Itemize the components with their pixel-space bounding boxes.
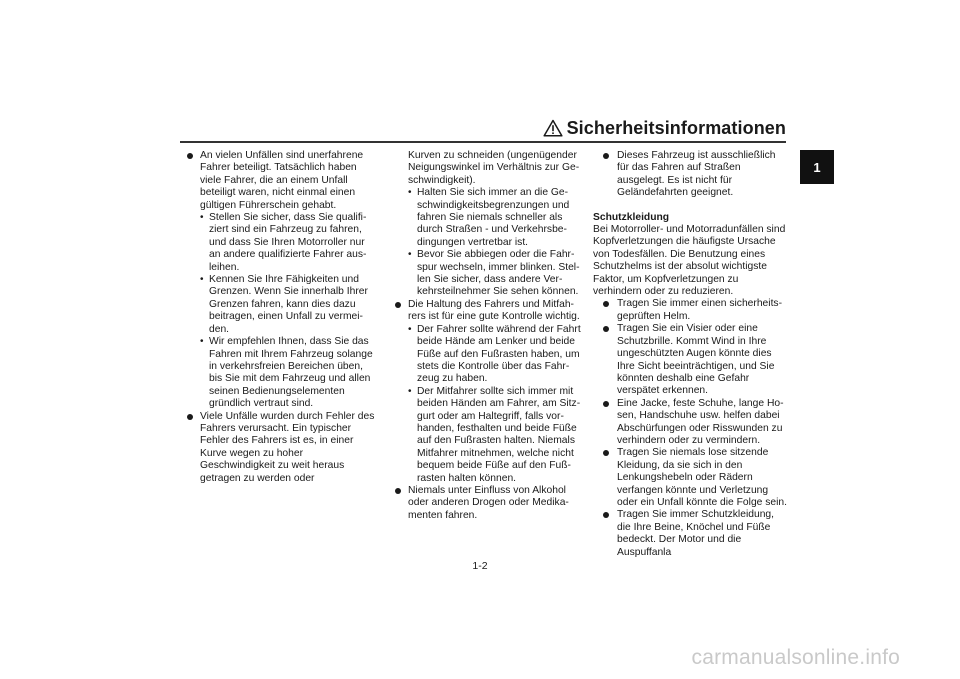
sub-bullet-item: • Kennen Sie Ihre Fähigkeiten und Grenzen. Wenn Sie innerhalb Ihrer Grenzen fahren, kann dies dazu beitragen, einen Unfall zu vermeiden. — [185, 274, 375, 336]
sub-bullet-item: • Stellen Sie sicher, dass Sie qualifiziert sind ein Fahrzeug zu fahren, und dass Sie Ihren Motorroller nur an andere qualifizierte Fahrer ausleihen. — [185, 212, 375, 274]
column-2 — [393, 150, 583, 522]
bullet-item: Eine Jacke, feste Schuhe, lange Hosen, Handschuhe usw. helfen dabei Abschürfungen oder Risswunden zu verhindern oder zu vermindern. — [593, 398, 788, 448]
bullet-item: Tragen Sie ein Visier oder eine Schutzbrille. Kommt Wind in Ihre ungeschützten Augen könnte dies Ihre Sicht beeinträchtigen, und Sie könnten deshalb eine Gefahr verspätet erkennen. — [593, 323, 788, 397]
section-paragraph: Bei Motorroller- und Motorradunfällen sind Kopfverletzungen die häufigste Ursache von Todesfällen. Die Benutzung eines Schutzhelms ist der absolut wichtigste Faktor, um Kopfverletzungen zu verhindern oder zu reduzieren. — [593, 224, 786, 298]
sub-bullet-item: • Wir empfehlen Ihnen, dass Sie das Fahren mit Ihrem Fahrzeug solange in verkehrsfreien Bereichen üben, bis Sie mit dem Fahrzeug und allen seinen Bedienungselementen gründlich vertraut sind. — [185, 336, 375, 410]
continued-text: Kurven zu schneiden (ungenügender Neigungswinkel im Verhältnis zur Geschwindigkeit). — [408, 150, 580, 186]
bullet-item: Tragen Sie immer einen sicherheitsgeprüften Helm. — [593, 298, 788, 323]
bullet-item: Tragen Sie immer Schutzkleidung, die Ihre Beine, Knöchel und Füße bedeckt. Der Motor und die Auspuffanla — [593, 509, 788, 559]
page-number: 1-2 — [472, 560, 488, 572]
header-divider — [180, 141, 786, 143]
bullet-item: Viele Unfälle wurden durch Fehler des Fahrers verursacht. Ein typischer Fehler des Fahrers ist es, in einer Kurve wegen zu hoher Geschwindigkeit zu weit heraus getragen zu werden oder — [185, 411, 375, 485]
bullet-item: Dieses Fahrzeug ist ausschließlich für das Fahren auf Straßen ausgelegt. Es ist nicht für Geländefahrten geeignet. — [593, 150, 788, 200]
bullet-item: An vielen Unfällen sind unerfahrene Fahrer beteiligt. Tatsächlich haben viele Fahrer, die an einem Unfall beteiligt waren, nicht einmal einen gültigen Führerschein gehabt. — [185, 150, 375, 212]
column-1 — [185, 150, 375, 485]
bullet-item: Tragen Sie niemals lose sitzende Kleidung, da sie sich in den Lenkungshebeln oder Rädern verfangen könnte und Verletzung oder ein Unfall könnte die Folge sein. — [593, 447, 788, 509]
bullet-item: Niemals unter Einfluss von Alkohol oder anderen Drogen oder Medikamenten fahren. — [393, 485, 583, 522]
sub-bullet-item: • Halten Sie sich immer an die Geschwindigkeitsbegrenzungen und fahren Sie niemals schneller als durch Straßen - und Verkehrsbedingungen vertretbar ist. — [393, 187, 583, 249]
sub-bullet-item: • Der Fahrer sollte während der Fahrt beide Hände am Lenker und beide Füße auf den Fußrasten haben, um stets die Kontrolle über das Fahrzeug zu haben. — [393, 324, 583, 386]
sub-bullet-item: • Bevor Sie abbiegen oder die Fahrspur wechseln, immer blinken. Stellen Sie sicher, dass andere Verkehrsteilnehmer Sie sehen können. — [393, 249, 583, 299]
chapter-tab: 1 — [800, 150, 834, 184]
warning-triangle-icon — [543, 119, 563, 137]
section-heading: Schutzkleidung — [593, 211, 670, 223]
watermark: carmanualsonline.info — [691, 646, 900, 669]
page-header — [500, 116, 786, 140]
sub-bullet-item: • Der Mitfahrer sollte sich immer mit beiden Händen am Fahrer, am Sitzgurt oder am Haltegriff, falls vorhanden, festhalten und beide Füße auf den Fußrasten halten. Niemals Mitfahrer mitnehmen, welche nicht bequem beide Füße auf den Fußrasten halten können. — [393, 386, 583, 485]
column-3 — [593, 150, 788, 559]
page-title: Sicherheitsinformationen — [566, 117, 786, 138]
bullet-item: Die Haltung des Fahrers und Mitfahrers ist für eine gute Kontrolle wichtig. — [393, 299, 583, 324]
